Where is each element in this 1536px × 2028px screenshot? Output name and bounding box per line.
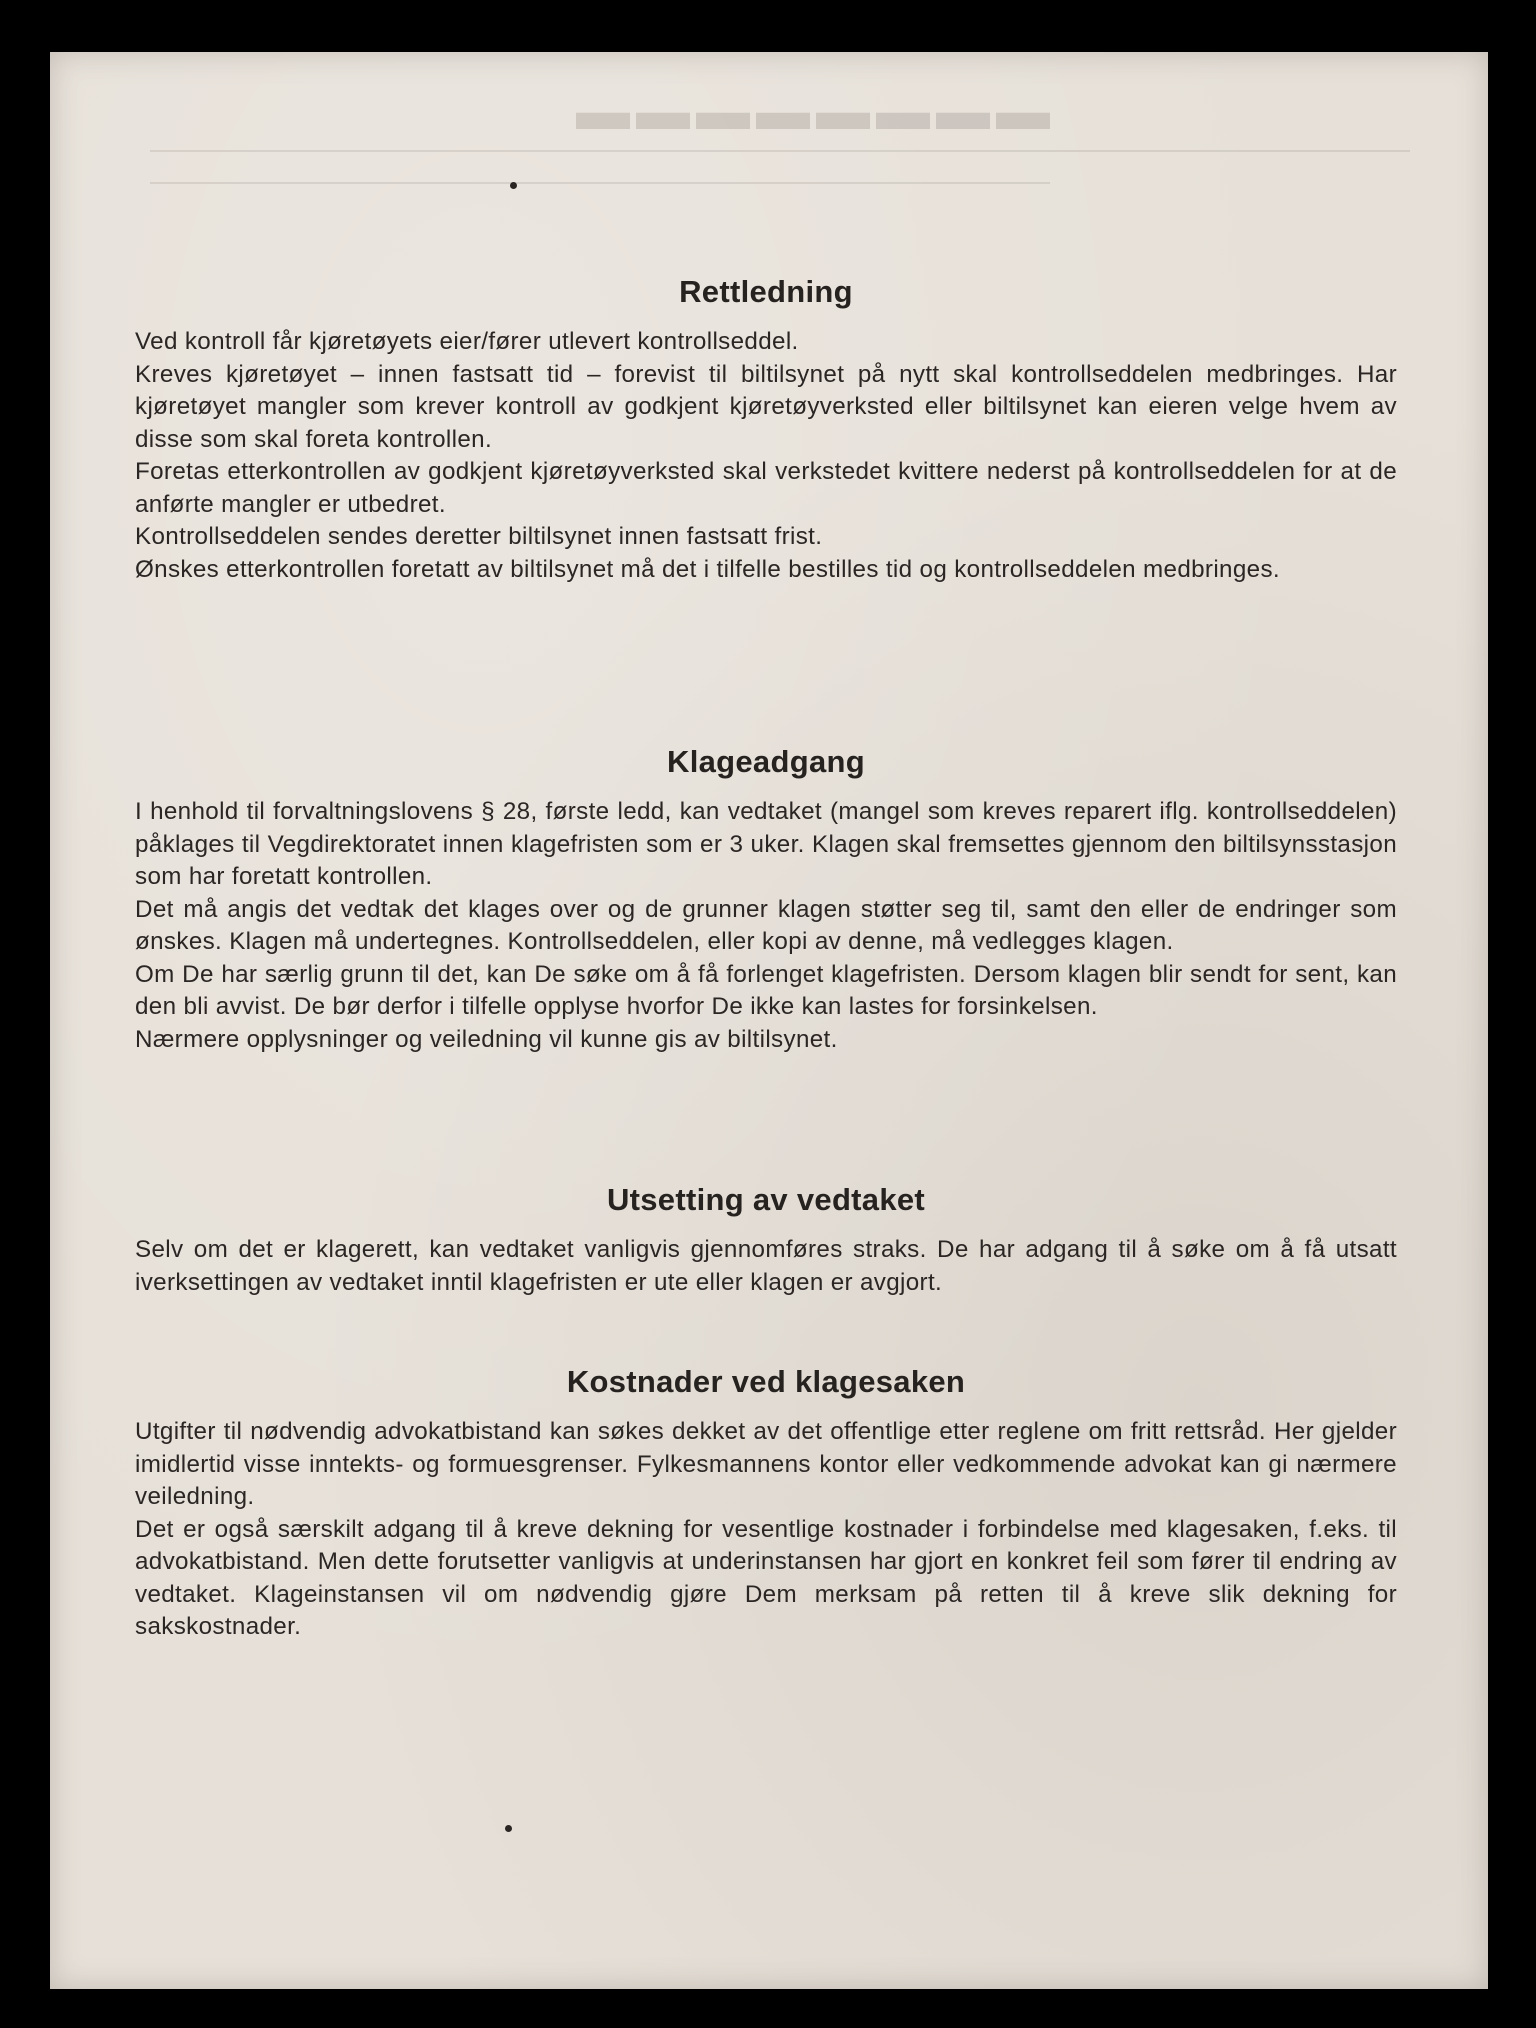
punch-dot-top — [510, 182, 517, 189]
section-klageadgang — [135, 744, 1397, 1056]
paragraph: Foretas etterkontrollen av godkjent kjøretøyverksted skal verkstedet kvittere nederst på kontrollseddelen for at de anførte mangler er utbedret. — [135, 458, 1397, 518]
paragraph: Ønskes etterkontrollen foretatt av biltilsynet må det i tilfelle bestilles tid og kontrollseddelen medbringes. — [135, 555, 1280, 583]
section-utsetting — [135, 1182, 1397, 1299]
section-title: Kostnader ved klagesaken — [566, 1364, 966, 1399]
paper-sheet — [50, 52, 1488, 1989]
bleed-through-line — [150, 182, 1050, 184]
bleed-through-heading: ▬▬▬▬▬▬▬▬ — [570, 81, 1050, 141]
paragraph: Kreves kjøretøyet – innen fastsatt tid – forevist til biltilsynet på nytt skal kontrollseddelen medbringes. Har kjøretøyet mangler som krever kontroll av godkjent kjøretøyverksted eller biltilsynet kan eieren velge hvem av disse som skal foreta kontrollen. — [135, 360, 1397, 453]
paragraph: Om De har særlig grunn til det, kan De søke om å få forlenget klagefristen. Dersom klagen blir sendt for sent, kan den bli avvist. De bør derfor i tilfelle opplyse hvorfor De ikke kan lastes for forsinkelsen. — [135, 960, 1397, 1020]
section-body — [135, 326, 1397, 586]
section-title: Klageadgang — [667, 744, 865, 779]
section-kostnader — [135, 1364, 1397, 1644]
paragraph: Utgifter til nødvendig advokatbistand kan søkes dekket av det offentlige etter reglene om fritt rettsråd. Her gjelder imidlertid visse inntekts- og formuesgrenser. Fylkesmannens kontor eller vedkommende advokat kan gi nærmere veiledning. — [135, 1418, 1397, 1510]
paragraph: Kontrollseddelen sendes deretter biltilsynet innen fastsatt frist. — [135, 523, 823, 550]
section-title: Rettledning — [679, 274, 853, 309]
bleed-through-line — [150, 150, 1410, 152]
paragraph: Nærmere opplysninger og veiledning vil kunne gis av biltilsynet. — [135, 1025, 838, 1053]
paragraph: Det er også særskilt adgang til å kreve dekning for vesentlige kostnader i forbindelse med klagesaken, f.eks. til advokatbistand. Men dette forutsetter vanligvis at underinstansen har gjort en konkret feil som fører til endring av vedtaket. Klageinstansen vil om nødvendig gjøre Dem merksam på retten til å kreve slik dekning for sakskostnader. — [135, 1515, 1397, 1640]
paragraph: Ved kontroll får kjøretøyets eier/fører utlevert kontrollseddel. — [135, 328, 799, 355]
paragraph: Selv om det er klagerett, kan vedtaket vanligvis gjennomføres straks. De har adgang til å søke om å få utsatt iverksettingen av vedtaket inntil klagefristen er ute eller klagen er avgjort. — [135, 1236, 1397, 1296]
section-body — [135, 1234, 1397, 1299]
bleed-through-artifact — [90, 70, 1450, 220]
section-body — [135, 796, 1397, 1056]
punch-dot-bottom — [505, 1825, 512, 1832]
paragraph: I henhold til forvaltningslovens § 28, første ledd, kan vedtaket (mangel som kreves reparert iflg. kontrollseddelen) påklages til Vegdirektoratet innen klagefristen som er 3 uker. Klagen skal fremsettes gjennom den biltilsynsstasjon som har foretatt kontrollen. — [135, 798, 1397, 890]
paragraph: Det må angis det vedtak det klages over og de grunner klagen støtter seg til, samt den eller de endringer som ønskes. Klagen må undertegnes. Kontrollseddelen, eller kopi av denne, må vedlegges klagen. — [135, 895, 1397, 955]
section-rettledning — [135, 274, 1397, 586]
section-body — [135, 1416, 1397, 1644]
section-title: Utsetting av vedtaket — [606, 1182, 926, 1217]
